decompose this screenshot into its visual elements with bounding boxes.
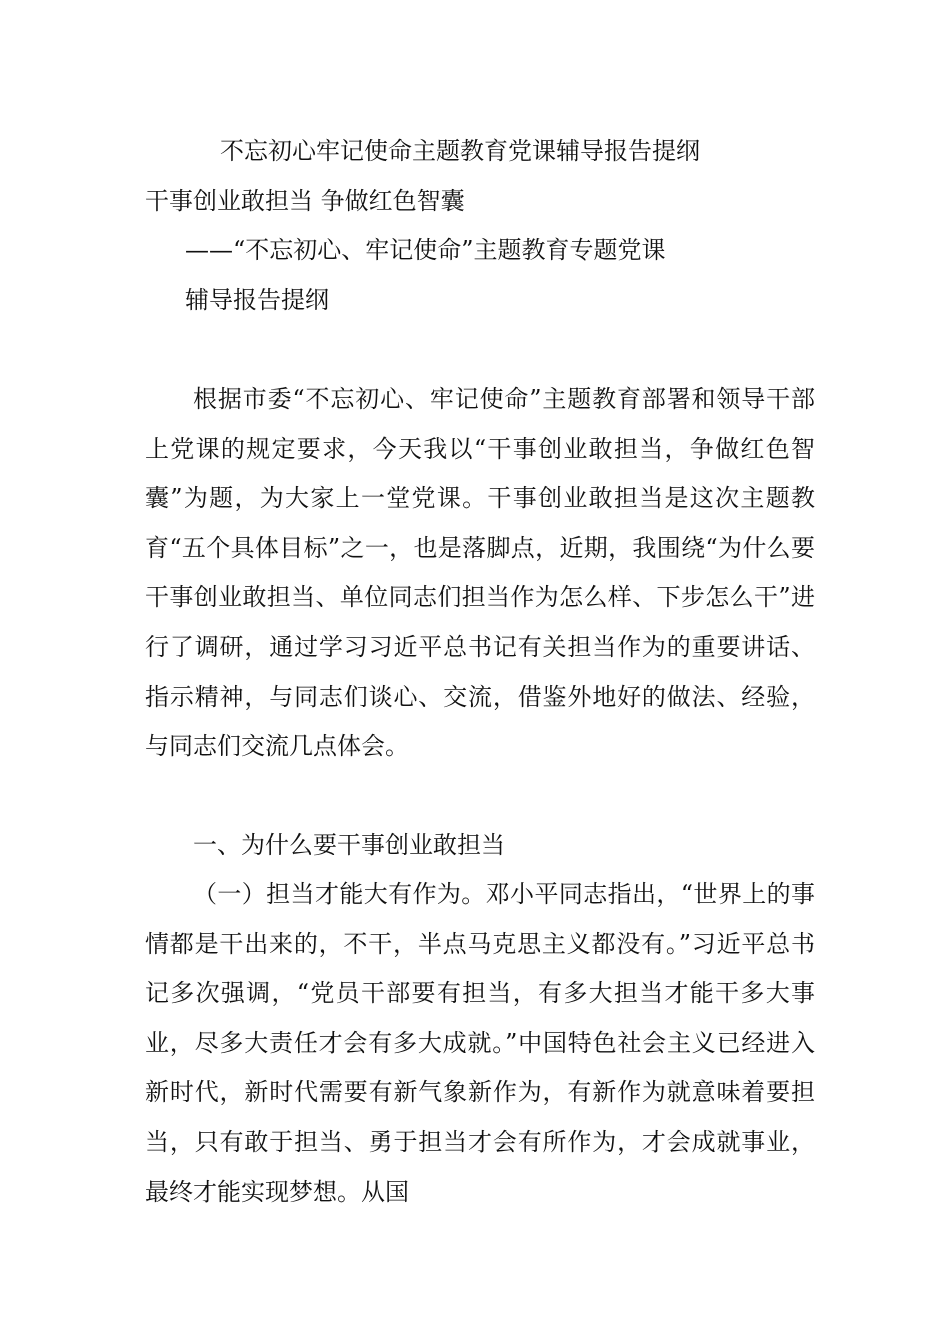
document-subtitle-line-2: ——“不忘初心、牢记使命”主题教育专题党课 xyxy=(185,236,666,264)
document-title: 不忘初心牢记使命主题教育党课辅导报告提纲 xyxy=(220,137,700,165)
document-subtitle-line-3: 辅导报告提纲 xyxy=(185,286,329,314)
body-paragraph-section-1-1: （一）担当才能大有作为。邓小平同志指出，“世界上的事情都是干出来的，不干，半点马克思主义都没有。”习近平总书记多次强调，“党员干部要有担当，有多大担当才能干多大事业，尽多大责任才会有多大成就。”中国特色社会主义已经进入新时代，新时代需要有新气象新作为，有新作为就意味着要担当，只有敢于担当、勇于担当才会有所作为，才会成就事业，最终才能实现梦想。从国 xyxy=(145,880,815,1206)
document-subtitle: 干事创业敢担当 争做红色智囊 xyxy=(145,187,465,215)
section-heading-1: 一、为什么要干事创业敢担当 xyxy=(193,831,505,859)
body-paragraph-intro: 根据市委“不忘初心、牢记使命”主题教育部署和领导干部上党课的规定要求，今天我以“干事创业敢担当，争做红色智囊”为题，为大家上一堂党课。干事创业敢担当是这次主题教育“五个具体目标”之一，也是落脚点，近期，我围绕“为什么要干事创业敢担当、单位同志们担当作为怎么样、下步怎么干”进行了调研，通过学习习近平总书记有关担当作为的重要讲话、指示精神，与同志们谈心、交流，借鉴外地好的做法、经验，与同志们交流几点体会。 xyxy=(145,385,815,761)
